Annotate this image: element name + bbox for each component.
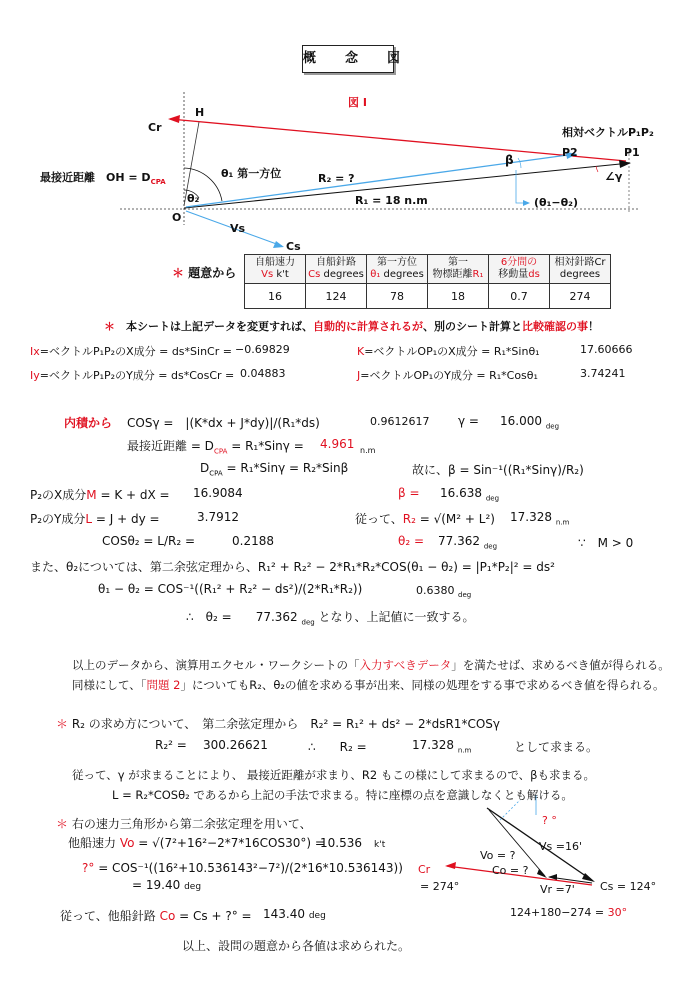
q-formula: ?° = COS⁻¹((16²+10.536143²−7²)/(2*16*10.536143)) [82, 861, 403, 875]
value-cr: 274 [550, 284, 611, 309]
header-r1: 第一 物標距離R₁ [428, 255, 489, 284]
iy-value: 0.04883 [240, 367, 286, 380]
vs-label: Vs [230, 222, 246, 235]
triangle-vs-label: Vs =16' [539, 840, 582, 853]
theta2-result-label: θ₂ = [398, 534, 425, 548]
k-line: K=ベクトルOP₁のX成分 = R₁*Sinθ₁ [357, 345, 540, 358]
theta1-label: θ₁ 第一方位 [221, 167, 282, 180]
inner-product-label: 内積から [64, 416, 113, 430]
triangle-vr-label: Vr =7' [540, 883, 575, 896]
triangle-q-label: ? ° [542, 814, 557, 827]
value-vs: 16 [245, 284, 306, 309]
cr-arrowhead [168, 115, 180, 123]
triangle-vo-label: Vo = ? [480, 849, 516, 862]
value-ds: 0.7 [489, 284, 550, 309]
given-table [244, 254, 611, 309]
co-value: 143.40 deg [263, 907, 326, 921]
beta-result-label: β = [398, 486, 420, 500]
iy-line: Iy=ベクトルP₁P₂のY成分 = ds*CosCr = [30, 369, 235, 382]
given-label: ＊ 題意から [172, 266, 237, 280]
triangle-cr-value: = 274° [420, 880, 460, 893]
theta-diff-label: (θ₁−θ₂) [534, 196, 579, 209]
gamma-label: ∠γ [605, 170, 623, 183]
p1-label: P1 [624, 146, 640, 159]
p2x-line: P₂のX成分M = K + dX = [30, 488, 170, 502]
cos-theta2-line: COSθ₂ = L/R₂ = [102, 534, 196, 548]
r2-paragraph-1: 従って、γ が求まることにより、 最接近距離が求まり、R2 もこの様にして求まるので、βも求まる。 [72, 768, 595, 782]
figure-label: 図 I [348, 96, 367, 109]
q-value: = 19.40 deg [132, 878, 202, 892]
cosine-law-line: また、θ₂については、第二余弦定理から、R₁² + R₂² − 2*R₁*R₂*COS(θ₁ − θ₂) = |P₁*P₂|² = ds² [30, 560, 555, 574]
r2-tail: として求まる。 [514, 740, 599, 754]
value-cs: 124 [306, 284, 367, 309]
beta-result-value: 16.638 $_{deg}$ [440, 486, 500, 503]
vo-formula: 他船速力 Vo = √(7²+16²−2*7*16COS30°) = [68, 836, 325, 850]
ix-value: −0.69829 [235, 343, 290, 356]
paragraph-problem2: 同様にして、「問題 2」についてもR₂、θ₂の値を求める事が出来、同様の処理をする事で求めるべき値を得られる。 [72, 678, 665, 692]
cos-gamma-value: 0.9612617 [370, 415, 430, 428]
final-statement: 以上、設問の題意から各値は求められた。 [182, 939, 411, 953]
co-formula: 従って、他船針路 Co = Cs + ?° = [60, 909, 252, 923]
speed-head: ＊ 右の速力三角形から第二余弦定理を用いて、 [56, 817, 312, 831]
m-positive: ∵ M > 0 [578, 536, 634, 550]
theta2-result-value: 77.362 $_{deg}$ [438, 534, 498, 551]
cr-vector [170, 119, 626, 161]
beta-arc [518, 158, 521, 168]
dcpa-line: 最接近距離 = $D_{CPA} = R_1*Sin\gamma$ = [127, 439, 304, 456]
p2y-line: P₂のY成分L = J + dy = [30, 512, 160, 526]
dcpa-unit: n.m [360, 446, 376, 455]
gamma-value: 16.000 $_{deg}$ [500, 414, 560, 431]
h-label: H [195, 106, 205, 119]
vo-value: 10.536 k't [320, 836, 386, 850]
paragraph-input-data: 以上のデータから、演算用エクセル・ワークシートの「入力すべきデータ」を満たせば、求めるべき値が得られる。 [72, 658, 670, 672]
cr-label: Cr [148, 121, 162, 134]
sheet-note: ＊ 本シートは上記データを変更すれば、自動的に計算されるが、別のシート計算と比較確認の事！ [104, 320, 599, 333]
r2-label: R₂ = ? [318, 172, 355, 185]
cos-theta2-value: 0.2188 [232, 534, 274, 548]
vs-arrowhead [273, 241, 284, 248]
beta-label: β [505, 153, 514, 167]
r2-value: 17.328 $_{n.m}$ [510, 510, 570, 527]
p2-label: P2 [562, 146, 578, 159]
triangle-cs-label: Cs = 124° [600, 880, 657, 893]
k-value: 17.60666 [580, 343, 633, 356]
triangle-cr-label: Cr [418, 863, 431, 876]
r2-root-value: 17.328 $_{n.m}$ [412, 738, 472, 755]
r2-root-label: ∴ R₂ = [308, 740, 367, 754]
header-theta1: 第一方位 θ₁ degrees [367, 255, 428, 284]
value-theta1: 78 [367, 284, 428, 309]
triangle-dash [500, 800, 520, 820]
triangle-calc: 124+180−274 = 30° [510, 906, 628, 919]
r2-paragraph-2: L = R₂*COSθ₂ であるから上記の手法で求まる。特に座標の点を意識しなくとも解ける。 [112, 788, 573, 802]
dcpa-value: 4.961 [320, 437, 355, 451]
ix-line: Ix=ベクトルP₁P₂のX成分 = ds*SinCr = [30, 345, 232, 358]
triangle-co-label: Co = ? [492, 864, 529, 877]
dcpa-relation: $D_{CPA} = R_1*Sin\gamma = R_2*Sin\beta$ [200, 461, 349, 478]
r2-line: 従って、R₂ = √(M² + L²) [355, 512, 495, 526]
cos-gamma-formula: COSγ = |(K*dx + J*dy)|/(R₁*ds) [127, 416, 320, 430]
r2-squared-value: 300.26621 [203, 738, 268, 752]
r2-squared-label: R₂² = [155, 738, 187, 752]
r1-label: R₁ = 18 n.m [355, 194, 428, 207]
value-r1: 18 [428, 284, 489, 309]
relative-vector-label: 相対ベクトルP₁P₂ [562, 126, 654, 139]
o-label: O [172, 211, 182, 224]
header-cr: 相対針路Cr degrees [550, 255, 611, 284]
cs-label: Cs [286, 240, 301, 253]
header-ds: 6分間の 移動量ds [489, 255, 550, 284]
page-title: 概 念 図 [302, 45, 394, 73]
gamma-arc [596, 166, 598, 172]
p2y-value: 3.7912 [197, 510, 239, 524]
gamma-label: γ = [458, 414, 479, 428]
theta-diff-value: 0.6380 $_{deg}$ [416, 584, 472, 600]
theta-diff-pointer [516, 170, 526, 203]
j-value: 3.74241 [580, 367, 626, 380]
beta-formula: 故に、β = Sin⁻¹((R₁*Sinγ)/R₂) [412, 463, 584, 477]
r2-method-head: ＊ R₂ の求め方について、 第二余弦定理から R₂² = R₁² + ds² − 2*dsR1*COSγ [56, 717, 500, 731]
conclusion-line: ∴ θ₂ = 77.362 $_{deg}$ となり、上記値に一致する。 [186, 610, 475, 627]
header-vs: 自船速力 Vs k't [245, 255, 306, 284]
theta-diff-formula: θ₁ − θ₂ = COS⁻¹((R₁² + R₂² − ds²)/(2*R₁*R₂)) [98, 582, 363, 596]
j-line: J=ベクトルOP₁のY成分 = R₁*Cosθ₁ [357, 369, 538, 382]
theta2-label: θ₂ [187, 192, 200, 205]
p2x-value: 16.9084 [193, 486, 243, 500]
header-cs: 自船針路 Cs degrees [306, 255, 367, 284]
closest-label: 最接近距離 OH = $D_{CPA}$ [40, 171, 166, 187]
